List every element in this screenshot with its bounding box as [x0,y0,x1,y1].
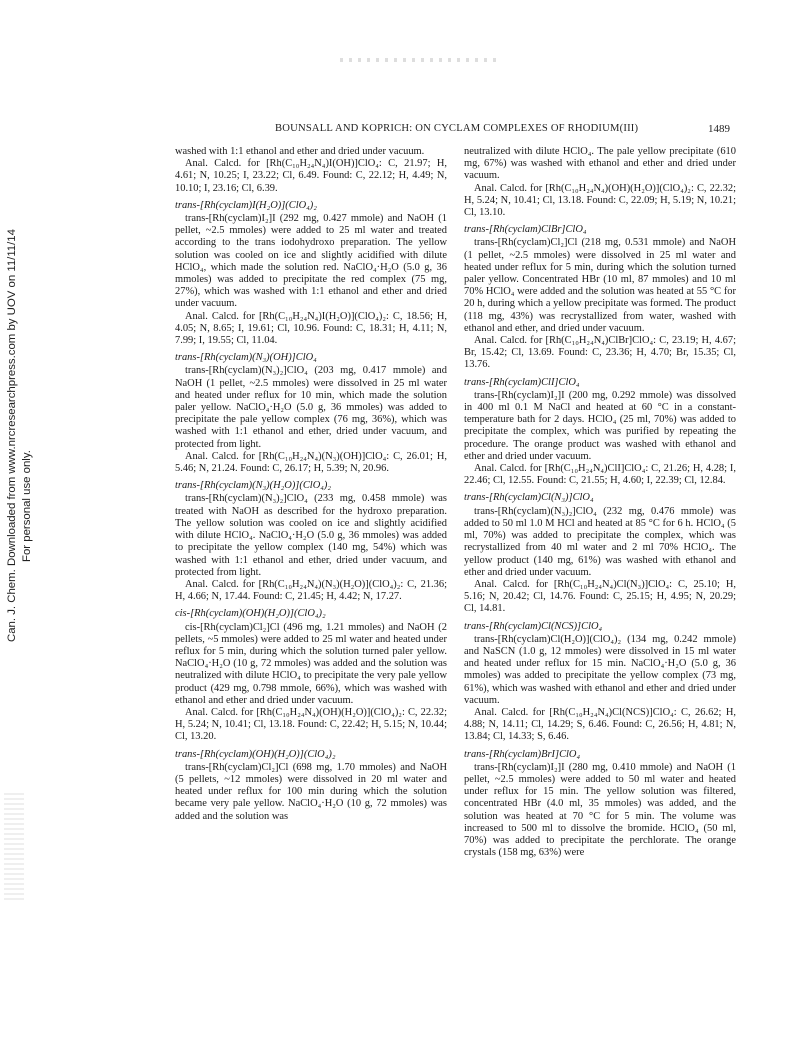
paragraph: trans-[Rh(cyclam)Cl(H₂O)](ClO₄)₂ (134 mg, 0.242 mmole) and NaSCN (1.0 g, 12 mmoles) were dissolved in 15 ml water and heated under reflux for 15 min. NaClO₄·H₂O (5.0 g, 36 mmoles) was added to precipitate the yellow complex (73 mg, 61%), which was washed with ethanol and ether and dried under vacuum. [464,633,736,706]
paragraph: neutralized with dilute HClO₄. The pale yellow precipitate (610 mg, 67%) was washed with ethanol and ether and dried under vacuum. [464,146,736,182]
paragraph: Anal. Calcd. for [Rh(C₁₀H₂₄N₄)ClBr]ClO₄: C, 23.19; H, 4.67; Br, 15.42; Cl, 13.69. Found: C, 23.36; H, 4.70; Br, 15.35; Cl, 13.76. [464,335,736,371]
download-watermark [4,229,44,750]
running-title: BOUNSALL AND KOPRICH: ON CYCLAM COMPLEXES OF RHODIUM(III) [275,123,639,134]
paragraph: Anal. Calcd. for [Rh(C₁₀H₂₄N₄)Cl(NCS)]ClO₄: C, 26.62; H, 4.88; N, 14.11; Cl, 14.29; S, 6.46. Found: C, 26.56; H, 4.81; N, 13.84; Cl, 14.33; S, 6.46. [464,706,736,743]
paragraph: Anal. Calcd. for [Rh(C₁₀H₂₄N₄)ClI]ClO₄: C, 21.26; H, 4.28; I, 22.46; Cl, 12.55. Found: C, 21.55; H, 4.60; I, 22.39; Cl, 12.84. [464,463,736,487]
compound-heading: trans-[Rh(cyclam)Cl(N₃)]ClO₄ [464,492,594,504]
paragraph: Anal. Calcd. for [Rh(C₁₀H₂₄N₄)I(OH)]ClO₄: C, 21.97; H, 4.61; N, 10.25; I, 23.22; Cl, 6.49. Found: C, 22.12; H, 4.49; N, 10.10; I, 23.16; Cl, 6.39. [175,158,447,194]
watermark-line-2: For personal use only. [21,450,33,562]
paragraph: Anal. Calcd. for [Rh(C₁₀H₂₄N₄)I(H₂O)](ClO₄)₂: C, 18.56; H, 4.05; N, 8.65; I, 19.61; Cl, 10.96. Found: C, 18.31; H, 4.11; N, 7.99; I, 19.55; Cl, 11.04. [175,310,447,347]
paragraph: cis-[Rh(cyclam)Cl₂]Cl (496 mg, 1.21 mmoles) and NaOH (2 pellets, ~5 mmoles) were added to 25 ml water and heated under reflux for 5 min, during which the solution turned paler yellow. NaClO₄·H₂O (10 g, 72 mmoles) was added and the solution was neutralized with dilute HClO₄ to precipitate the very pale yellow product (429 mg, 0.798 mmole, 66%), which was washed with ethanol and ether and dried under vacuum. [175,621,447,706]
paragraph: trans-[Rh(cyclam)Cl₂]Cl (698 mg, 1.70 mmoles) and NaOH (5 pellets, ~12 mmoles) were dissolved in 20 ml water and heated under reflux for 100 min during which the solution became very pale yellow. NaClO₄·H₂O (10 g, 72 mmoles) was added and the solution was [175,761,447,822]
compound-heading: trans-[Rh(cyclam)ClI]ClO₄ [464,376,580,388]
paragraph: Anal. Calcd. for [Rh(C₁₀H₂₄N₄)(N₃)(H₂O)](ClO₄)₂: C, 21.36; H, 4.66; N, 17.44. Found: C, 21.45; H, 4.42; N, 17.27. [175,578,447,603]
paragraph: trans-[Rh(cyclam)I₂]I (200 mg, 0.292 mmole) was dissolved in 400 ml 0.1 M NaCl and heated at 60 °C in a constant-temperature bath for 2 days. HClO₄ (25 ml, 70%) was added to precipitate the complex, which was purified by repeating the procedure. The orange product was washed with ethanol and ether and dried under vacuum. [464,389,736,462]
compound-heading: trans-[Rh(cyclam)(N₃)(OH)]ClO₄ [175,352,317,364]
paragraph: trans-[Rh(cyclam)(N₃)₂]ClO₄ (233 mg, 0.458 mmole) was treated with NaOH as described for the hydroxo preparation. The yellow solution was cooled on ice and slightly acidified with dilute HClO₄. NaClO₄·H₂O (5.0 g, 36 mmoles) was added to precipitate the yellow complex (140 mg, 54%) which was washed with 1:1 ethanol and ether, dried under vacuum, and protected from light. [175,493,447,578]
paragraph: Anal. Calcd. for [Rh(C₁₀H₂₄N₄)(N₃)(OH)]ClO₄: C, 26.01; H, 5.46; N, 21.24. Found: C, 26.17; H, 5.39; N, 20.96. [175,450,447,475]
paragraph: Anal. Calcd. for [Rh(C₁₀H₂₄N₄)Cl(N₃)]ClO₄: C, 25.10; H, 5.16; N, 20.42; Cl, 14.76. Found: C, 25.15; H, 4.95; N, 20.29; Cl, 14.81. [464,578,736,615]
compound-heading: trans-[Rh(cyclam)BrI]ClO₄ [464,748,581,760]
compound-heading: trans-[Rh(cyclam)ClBr]ClO₄ [464,224,587,236]
paragraph: trans-[Rh(cyclam)Cl₂]Cl (218 mg, 0.531 mmole) and NaOH (1 pellet, ~2.5 mmoles) were dissolved in 25 ml water and heated under reflux for 5 min, during which the solution turned paler yellow. Concentrated HBr (10 ml, 87 mmoles) and 10 ml 70% HClO₄ were added and the solution was heated at 55 °C for 20 h, during which a yellow precipitate was formed. The product (118 mg, 43%) was recrystallized from water, washed with ethanol and ether, and dried under vacuum. [464,237,736,334]
paragraph: Anal. Calcd. for [Rh(C₁₀H₂₄N₄)(OH)(H₂O)](ClO₄)₂: C, 22.32; H, 5.24; N, 10.41; Cl, 13.18. Found: C, 22.09; H, 5.19; N, 10.21; Cl, 13.10. [464,182,736,219]
scan-artifact [4,790,24,900]
compound-heading: trans-[Rh(cyclam)(OH)(H₂O)](ClO₄)₂ [175,748,336,760]
right-column [464,146,736,859]
paragraph: trans-[Rh(cyclam)I₂]I (292 mg, 0.427 mmole) and NaOH (1 pellet, ~2.5 mmoles) were added to 25 ml water and treated according to the trans iodohydroxo preparation. The yellow solution was cooled on ice and slightly acidified with dilute HClO₄, which made the solution red. NaClO₄·H₂O (5.0 g, 36 mmoles) was added to precipitate the red complex (75 mg, 27%), which was washed with 1:1 ethanol and ether and dried under vacuum. [175,213,447,310]
paragraph: Anal. Calcd. for [Rh(C₁₀H₂₄N₄)(OH)(H₂O)](ClO₄)₂: C, 22.32; H, 5.24; N, 10.41; Cl, 13.18. Found: C, 22.42; H, 5.15; N, 10.44; Cl, 13.20. [175,706,447,743]
paragraph: trans-[Rh(cyclam)(N₃)₂]ClO₄ (232 mg, 0.476 mmole) was added to 50 ml 1.0 M HCl and heated at 85 °C for 6 h. HClO₄ (5 ml, 70%) was added to precipitate the complex, which was recrystallized from 40 ml water and 2 ml 70% HClO₄. The yellow product (140 mg, 61%) was washed with ethanol and ether and dried under vacuum. [464,505,736,578]
scan-artifact [340,58,500,62]
compound-heading: cis-[Rh(cyclam)(OH)(H₂O)](ClO₄)₂ [175,608,326,620]
watermark-line-1: Can. J. Chem. Downloaded from www.nrcresearchpress.com by UOV on 11/11/14 [6,229,18,642]
running-header [185,123,730,139]
left-column [175,146,447,823]
paragraph: washed with 1:1 ethanol and ether and dried under vacuum. [175,146,425,157]
compound-heading: trans-[Rh(cyclam)(N₃)(H₂O)](ClO₄)₂ [175,480,331,492]
compound-heading: trans-[Rh(cyclam)Cl(NCS)]ClO₄ [464,620,603,632]
paragraph: trans-[Rh(cyclam)(N₃)₂]ClO₄ (203 mg, 0.417 mmole) and NaOH (1 pellet, ~2.5 mmoles) were dissolved in 25 ml water and heated under reflux for 10 min, which made the solution paler yellow. NaClO₄·H₂O (5.0 g, 36 mmoles) was added to precipitate the pale yellow complex (76 mg, 36%), which was washed with 1:1 ethanol and ether, dried under vacuum, and protected from light. [175,365,447,450]
paragraph: trans-[Rh(cyclam)I₂]I (280 mg, 0.410 mmole) and NaOH (1 pellet, ~2.5 mmoles) were added to 50 ml water and heated under reflux for 15 min. The yellow solution was filtered, concentrated HBr (4.0 ml, 35 mmoles) was added, and the solution was heated at 70 °C for 5 min. The volume was increased to 500 ml to dissolve the bromide. HClO₄ (50 ml, 70%) was added to precipitate the perchlorate. The orange crystals (158 mg, 63%) were [464,761,736,859]
page-number: 1489 [708,123,730,135]
compound-heading: trans-[Rh(cyclam)I(H₂O)](ClO₄)₂ [175,199,317,211]
